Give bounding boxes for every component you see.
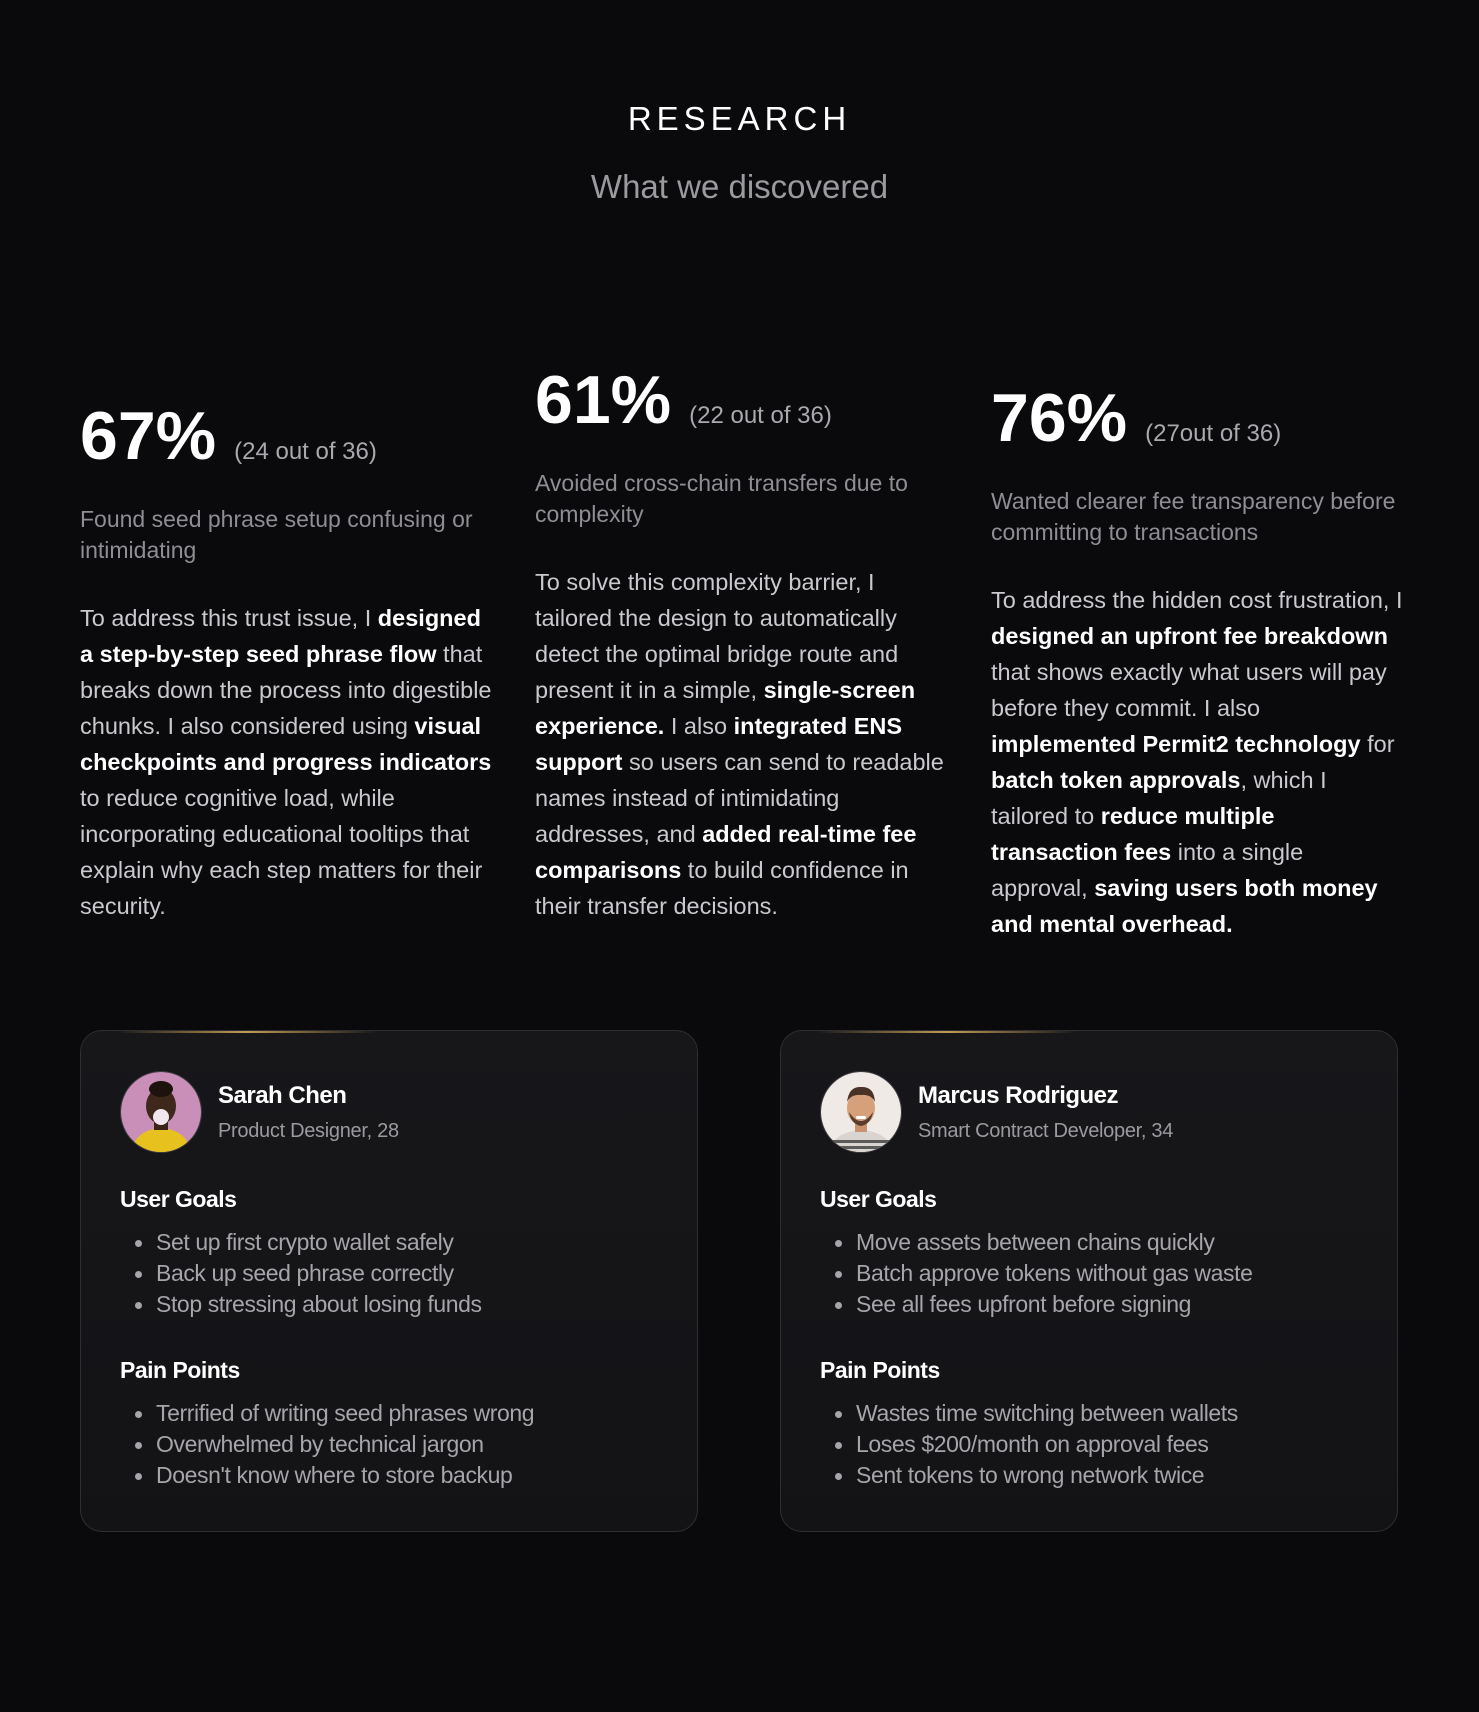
emphasis-text: designed a step-by-step seed phrase flow bbox=[80, 605, 481, 667]
stat-block-3 bbox=[991, 380, 1403, 942]
list-item: Terrified of writing seed phrases wrong bbox=[120, 1398, 534, 1429]
pain-points-title: Pain Points bbox=[820, 1357, 940, 1383]
persona-name: Sarah Chen bbox=[218, 1081, 347, 1109]
body-text: to reduce cognitive load, while incorporating educational tooltips that explain why each step matters for their security. bbox=[80, 785, 483, 919]
user-goals-list bbox=[120, 1227, 482, 1320]
persona-card-sarah bbox=[80, 1030, 698, 1532]
stat-fraction: (22 out of 36) bbox=[689, 402, 832, 429]
pain-points-list bbox=[120, 1398, 534, 1491]
stat-percent: 67% bbox=[80, 398, 217, 474]
stat-fraction: (24 out of 36) bbox=[234, 438, 377, 465]
pain-points-section bbox=[120, 1357, 534, 1491]
emphasis-text: single-screen experience. bbox=[535, 677, 916, 739]
persona-card-marcus bbox=[780, 1030, 1398, 1532]
man-portrait-icon bbox=[820, 1071, 902, 1153]
persona-role: Smart Contract Developer, 34 bbox=[918, 1119, 1174, 1142]
stat-caption: Wanted clearer fee transparency before committing to transactions bbox=[991, 488, 1396, 545]
stat-header bbox=[80, 398, 492, 474]
stat-body bbox=[991, 582, 1403, 942]
body-text: , which I tailored to bbox=[991, 767, 1327, 829]
list-item: Back up seed phrase correctly bbox=[120, 1258, 482, 1289]
persona-header bbox=[120, 1071, 399, 1153]
body-text: to build confidence in their transfer decisions. bbox=[535, 857, 909, 919]
emphasis-text: implemented Permit2 technology bbox=[991, 731, 1361, 757]
body-text: that shows exactly what users will pay before they commit. I also bbox=[991, 659, 1387, 721]
list-item: Overwhelmed by technical jargon bbox=[120, 1429, 534, 1460]
stat-body bbox=[535, 564, 947, 924]
emphasis-text: visual checkpoints and progress indicators bbox=[80, 713, 492, 775]
list-item: Doesn't know where to store backup bbox=[120, 1460, 534, 1491]
stat-caption: Found seed phrase setup confusing or intimidating bbox=[80, 506, 473, 563]
stat-block-1 bbox=[80, 398, 492, 924]
stat-header bbox=[991, 380, 1403, 456]
list-item: See all fees upfront before signing bbox=[820, 1289, 1253, 1320]
emphasis-text: batch token approvals bbox=[991, 767, 1241, 793]
section-subtitle: What we discovered bbox=[590, 168, 889, 205]
user-goals-section bbox=[120, 1186, 482, 1320]
stat-percent: 76% bbox=[991, 380, 1128, 456]
list-item: Sent tokens to wrong network twice bbox=[820, 1460, 1238, 1491]
list-item: Set up first crypto wallet safely bbox=[120, 1227, 482, 1258]
persona-header bbox=[820, 1071, 1173, 1153]
body-text: for bbox=[1360, 731, 1395, 757]
card-accent-glow bbox=[817, 1031, 1077, 1033]
list-item: Batch approve tokens without gas waste bbox=[820, 1258, 1253, 1289]
user-goals-list bbox=[820, 1227, 1253, 1320]
stat-fraction: (27out of 36) bbox=[1145, 420, 1282, 447]
pain-points-section bbox=[820, 1357, 1238, 1491]
woman-portrait-icon bbox=[120, 1071, 202, 1153]
list-item: Loses $200/month on approval fees bbox=[820, 1429, 1238, 1460]
emphasis-text: reduce multiple transaction fees bbox=[991, 803, 1275, 865]
pain-points-list bbox=[820, 1398, 1238, 1491]
body-text: that breaks down the process into digestible chunks. I also considered using bbox=[80, 641, 492, 739]
body-text: so users can send to readable names instead of intimidating addresses, and bbox=[535, 749, 944, 847]
body-text: To solve this complexity barrier, I tailored the design to automatically detect the optimal bridge route and present it in a simple, bbox=[535, 569, 899, 703]
user-goals-title: User Goals bbox=[820, 1186, 937, 1212]
emphasis-text: designed an upfront fee breakdown bbox=[991, 623, 1388, 649]
body-text: into a single approval, bbox=[991, 839, 1304, 901]
stat-percent: 61% bbox=[535, 362, 672, 438]
persona-name: Marcus Rodriguez bbox=[918, 1081, 1119, 1109]
body-text: To address this trust issue, I bbox=[80, 605, 378, 631]
body-text: I also bbox=[664, 713, 734, 739]
body-text: To address the hidden cost frustration, I bbox=[991, 587, 1403, 613]
emphasis-text: added real-time fee comparisons bbox=[535, 821, 917, 883]
stat-body bbox=[80, 600, 492, 924]
list-item: Move assets between chains quickly bbox=[820, 1227, 1253, 1258]
stat-header bbox=[535, 362, 947, 438]
persona-role: Product Designer, 28 bbox=[218, 1119, 399, 1142]
section-eyebrow: RESEARCH bbox=[627, 100, 852, 137]
pain-points-title: Pain Points bbox=[120, 1357, 240, 1383]
emphasis-text: saving users both money and mental overhead. bbox=[991, 875, 1378, 937]
stat-caption: Avoided cross-chain transfers due to complexity bbox=[535, 470, 908, 527]
stat-block-2 bbox=[535, 362, 947, 924]
user-goals-title: User Goals bbox=[120, 1186, 237, 1212]
list-item: Wastes time switching between wallets bbox=[820, 1398, 1238, 1429]
user-goals-section bbox=[820, 1186, 1253, 1320]
card-accent-glow bbox=[117, 1031, 377, 1033]
emphasis-text: integrated ENS support bbox=[535, 713, 903, 775]
list-item: Stop stressing about losing funds bbox=[120, 1289, 482, 1320]
